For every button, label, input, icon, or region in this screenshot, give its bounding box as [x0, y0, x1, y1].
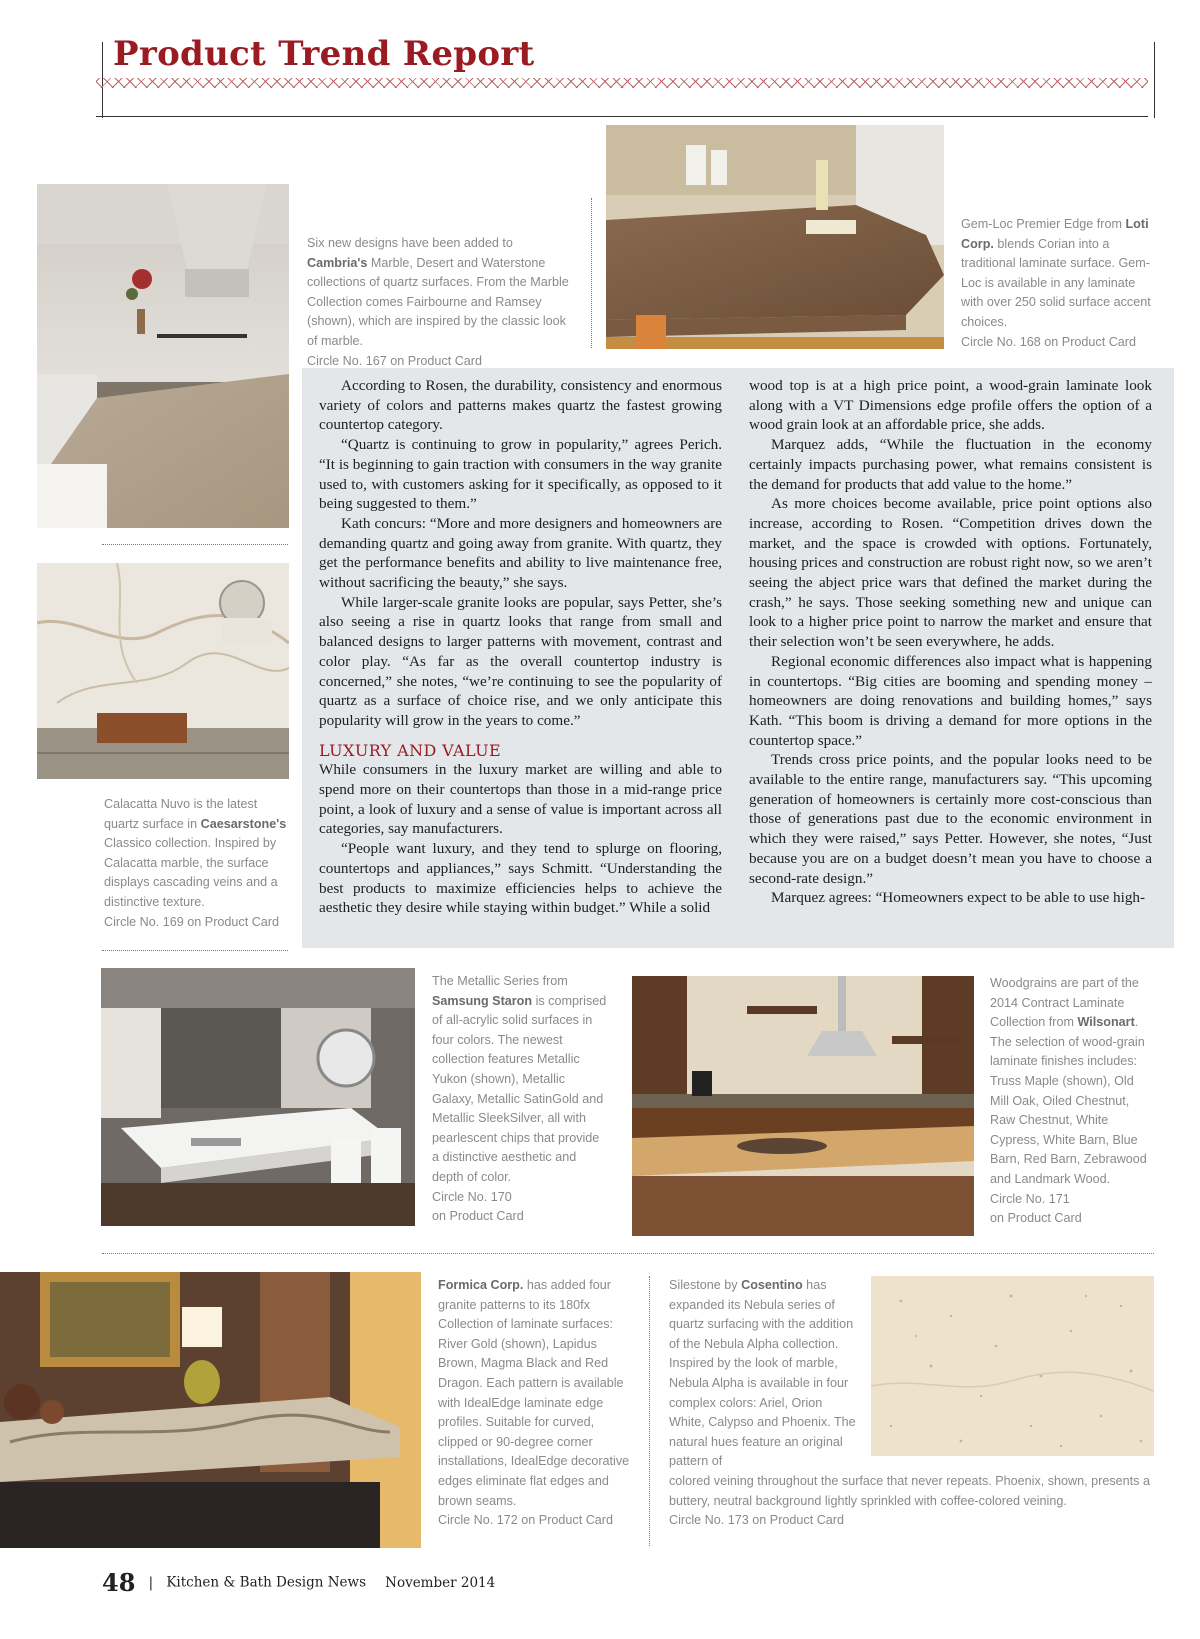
page-title: Product Trend Report — [113, 34, 535, 74]
formica-kitchen-photo — [0, 1272, 421, 1548]
article-left-column — [319, 376, 722, 918]
loti-counter-photo — [606, 125, 944, 349]
caption-cosentino-continued: colored veining throughout the surface that never repeats. Phoenix, shown, presents a buttery, neutral background lightly sprinkled with coffee-colored veining. Circle No. 173 on Product Card — [669, 1474, 1150, 1528]
caption-caesarstone: Calacatta Nuvo is the latest quartz surface in Caesarstone's Classico collection. Inspired by Calacatta marble, the surface displays cascading veins and a distinctive texture. Circle No. 169 on Product Card — [104, 797, 287, 929]
caption-wilsonart: Woodgrains are part of the 2014 Contract Laminate Collection from Wilsonart. The selection of wood-grain laminate finishes includes: Truss Maple (shown), Old Mill Oak, Oiled Chestnut, Raw Chestnut, White Cypress, White Barn, Blue Barn, Red Barn, Zebrawood and Landmark Wood. Circle No. 171 on Product Card — [990, 976, 1147, 1226]
divider-vertical-bottom — [649, 1276, 650, 1546]
caption-cosentino: Silestone by Cosentino has expanded its Nebula series of quartz surfacing with the addition of the Nebula Alpha collection. Inspired by the look of marble, Nebula Alpha is available in four complex colors: Ariel, Orion White, Calypso and Phoenix. The natural hues feature an original pattern of — [669, 1278, 856, 1469]
divider-vertical-top — [591, 198, 592, 348]
page-number: 48 — [102, 1568, 136, 1597]
article-subhead: LUXURY AND VALUE — [319, 740, 502, 760]
article-paragraph: Trends cross price points, and the popular looks need to be available to the entire range, manufacturers say. “This upcoming generation of homeowners is certainly more cost-conscious than those of generations past due to the economic environment in which they were raised,” says Petter. However, she notes, “Just because you are on a budget doesn’t mean you have to choose a second-rate design.” — [749, 751, 1152, 887]
cambria-kitchen-photo — [37, 184, 289, 528]
article-paragraph: “People want luxury, and they tend to splurge on flooring, countertops and appliances,” says Schmitt. “Understanding the best products to maximize efficiencies helps to achieve the aesthetic they desire while staying within budget.” While a solid — [319, 840, 722, 917]
footer-separator: | — [148, 1574, 154, 1591]
article-paragraph: wood top is at a high price point, a wood-grain laminate look along with a VT Dimensions edge profile offers the option of a wood grain look at an affordable price, she adds. — [749, 377, 1152, 434]
article-paragraph: As more choices become available, price point options also increase, according to Rosen. “Competition drives down the market, and the space is crowded with options. Fortunately, housing prices and construction are robust right now, so we aren’t seeing the abject price wars that defined the market during the crash,” he says. Those seeking something new and unique can look to a higher price point to narrow the market and ensure that their selection won’t be seen everywhere, he adds. — [749, 495, 1152, 651]
caesarstone-quartz-photo — [37, 563, 289, 779]
wilsonart-woodgrain-photo — [632, 976, 974, 1236]
issue-date: November 2014 — [385, 1574, 496, 1591]
article-paragraph: Marquez agrees: “Homeowners expect to be able to use high- — [771, 889, 1146, 907]
header-rule-right — [1154, 42, 1155, 118]
article-paragraph: According to Rosen, the durability, consistency and enormous variety of colors and patterns makes quartz the fastest growing countertop category. — [319, 377, 722, 434]
caption-loti: Gem-Loc Premier Edge from Loti Corp. blends Corian into a traditional laminate surface. Gem-Loc is available in any laminate with over 250 solid surface accent choices. Circle No. 168 on Product Card — [961, 217, 1151, 349]
article-paragraph: “Quartz is continuing to grow in popularity,” agrees Perich. “It is beginning to gain traction with consumers in the way granite used to, with customers asking for it specifically, as opposed to it being suggested to them.” — [319, 436, 722, 513]
caption-cambria: Six new designs have been added to Cambria's Marble, Desert and Waterstone collections of quartz surfaces. From the Marble Collection comes Fairbourne and Ramsey (shown), which are inspired by the classic look of marble. Circle No. 167 on Product Card — [307, 236, 569, 368]
title-ornament-border — [96, 78, 1148, 88]
article-paragraph: Marquez adds, “While the fluctuation in the economy certainly impacts purchasing power, what remains consistent is the demand for products that add value to the home.” — [749, 436, 1152, 493]
divider-left-2 — [102, 950, 288, 951]
header-divider — [96, 116, 1148, 117]
article-paragraph: Regional economic differences also impact what is happening in countertops. “Big cities are booming and spending money – homeowners are doing renovations and building homes,” says Kath. “This boom is driving a demand for more options in the countertop space.” — [749, 652, 1152, 749]
article-paragraph: While consumers in the luxury market are willing and able to spend more on their countertops than those in a mid-range price point, a look of luxury and a sense of value is important across all categories, say manufacturers. — [319, 761, 722, 838]
article-right-column — [749, 376, 1152, 908]
article-paragraph: While larger-scale granite looks are popular, says Petter, she’s also seeing a rise in quartz looks that range from small and balanced designs to larger patterns with movement, contrast and color play. “As far as the overall countertop industry is concerned,” she notes, “we’re continuing to see the popularity of quartz as a surface of choice rise, and we only anticipate this popularity will grow in the years to come.” — [319, 593, 722, 729]
footer — [102, 1568, 495, 1597]
divider-left-1 — [102, 544, 288, 545]
article-paragraph: Kath concurs: “More and more designers and homeowners are demanding quartz and going away from granite. With quartz, they get the performance benefits and ability to live maintenance free, without sacrificing the beauty,” she says. — [319, 514, 722, 592]
publication-name: Kitchen & Bath Design News — [166, 1574, 367, 1591]
samsung-staron-photo — [101, 968, 415, 1226]
caption-samsung: The Metallic Series from Samsung Staron is comprised of all-acrylic solid surfaces in four colors. The newest collection features Metallic Yukon (shown), Metallic Galaxy, Metallic SatinGold and Metallic SleekSilver, all with pearlescent chips that provide a distinctive aesthetic and depth of color. Circle No. 170 on Product Card — [432, 974, 607, 1224]
cosentino-phoenix-sample — [871, 1276, 1154, 1456]
divider-bottom-row — [102, 1253, 1154, 1254]
caption-formica: Formica Corp. has added four granite patterns to its 180fx Collection of laminate surfaces: River Gold (shown), Lapidus Brown, Magma Black and Red Dragon. Each pattern is available with IdealEdge laminate edge profiles. Suitable for curved, clipped or 90-degree corner installations, IdealEdge decorative edges eliminate flat edges and brown seams. Circle No. 172 on Product Card — [438, 1278, 630, 1528]
